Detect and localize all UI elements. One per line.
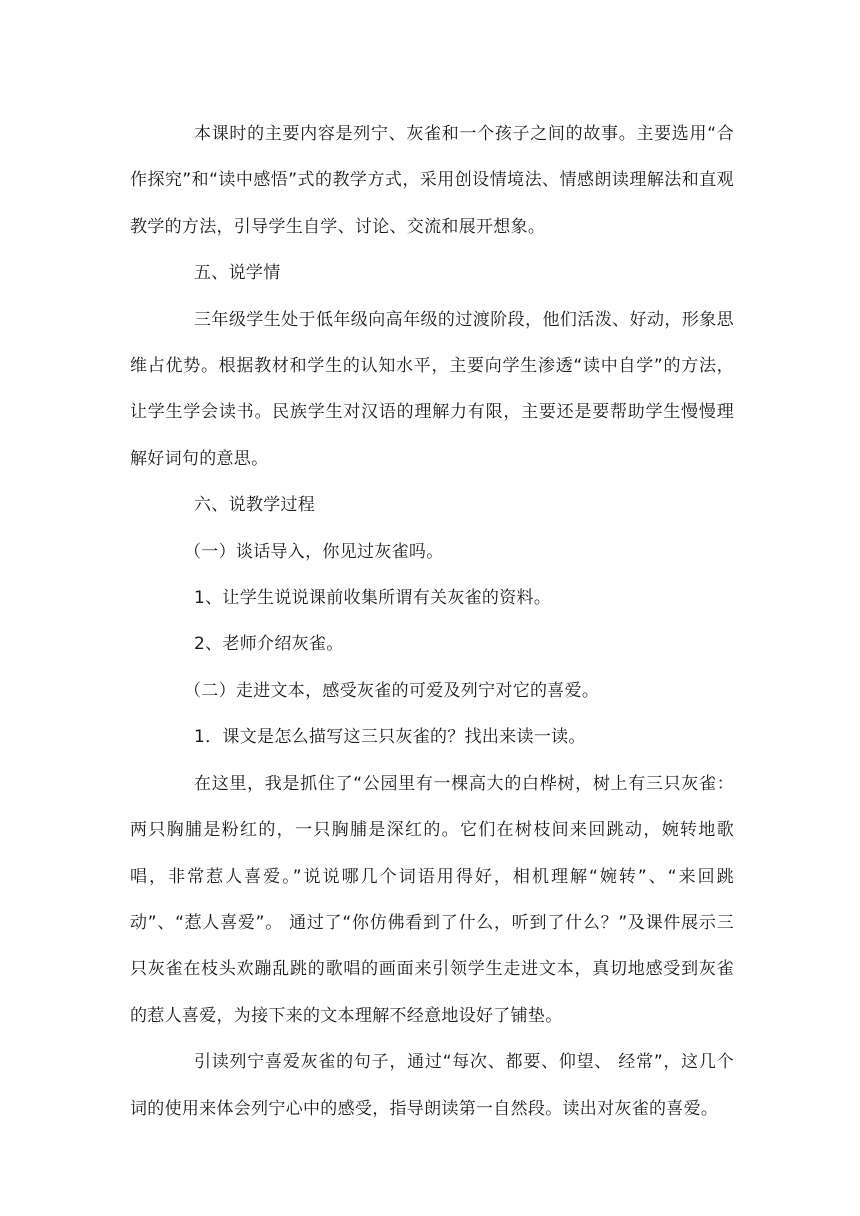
paragraph-teaching-method: 本课时的主要内容是列宁、灰雀和一个孩子之间的故事。主要选用“合作探究”和“读中感悟”式的教学方式，采用创设情境法、情感朗读理解法和直观教学的方法，引导学生自学、讨论、交流和展开想象。 [130, 124, 734, 237]
list-item-question-1: 1．课文是怎么描写这三只灰雀的？找出来读一读。 [194, 727, 586, 748]
paragraph-learner-analysis: 三年级学生处于低年级向高年级的过渡阶段，他们活泼、好动，形象思维占优势。根据教材和学生的认知水平，主要向学生渗透“读中自学”的方法，让学生学会读书。民族学生对汉语的理解力有限，主要还是要帮助学生慢慢理解好词句的意思。 [130, 309, 734, 469]
section-heading-learner-analysis: 五、说学情 [194, 263, 281, 284]
paragraph-guided-reading: 引读列宁喜爱灰雀的句子，通过“每次、都要、仰望、 经常”，这几个词的使用来体会列宁心中的感受，指导朗读第一自然段。读出对灰雀的喜爱。 [130, 1052, 734, 1119]
list-item-step-2: 2、老师介绍灰雀。 [194, 634, 344, 655]
section-heading-teaching-process: 六、说教学过程 [194, 495, 316, 516]
list-item-step-1: 1、让学生说说课前收集所谓有关灰雀的资料。 [194, 588, 552, 609]
subsection-heading-text-study: （二）走进文本，感受灰雀的可爱及列宁对它的喜爱。 [184, 680, 600, 701]
document-page [130, 0, 734, 1216]
subsection-heading-introduction: （一）谈话导入，你见过灰雀吗。 [184, 541, 444, 562]
document-body [130, 111, 734, 1132]
paragraph-text-analysis: 在这里，我是抓住了“公园里有一棵高大的白桦树，树上有三只灰雀：两只胸脯是粉红的，一只胸脯是深红的。它们在树枝间来回跳动，婉转地歌唱，非常惹人喜爱。”说说哪几个词语用得好，相机理解“婉转”、“来回跳动”、“惹人喜爱”。 通过了“你仿佛看到了什么，听到了什么？”及课件展示三只灰雀在枝头欢蹦乱跳的歌唱的画面来引领学生走进文本，真切地感受到灰雀的惹人喜爱，为接下来的文本理解不经意地设好了铺垫。 [130, 773, 734, 1026]
